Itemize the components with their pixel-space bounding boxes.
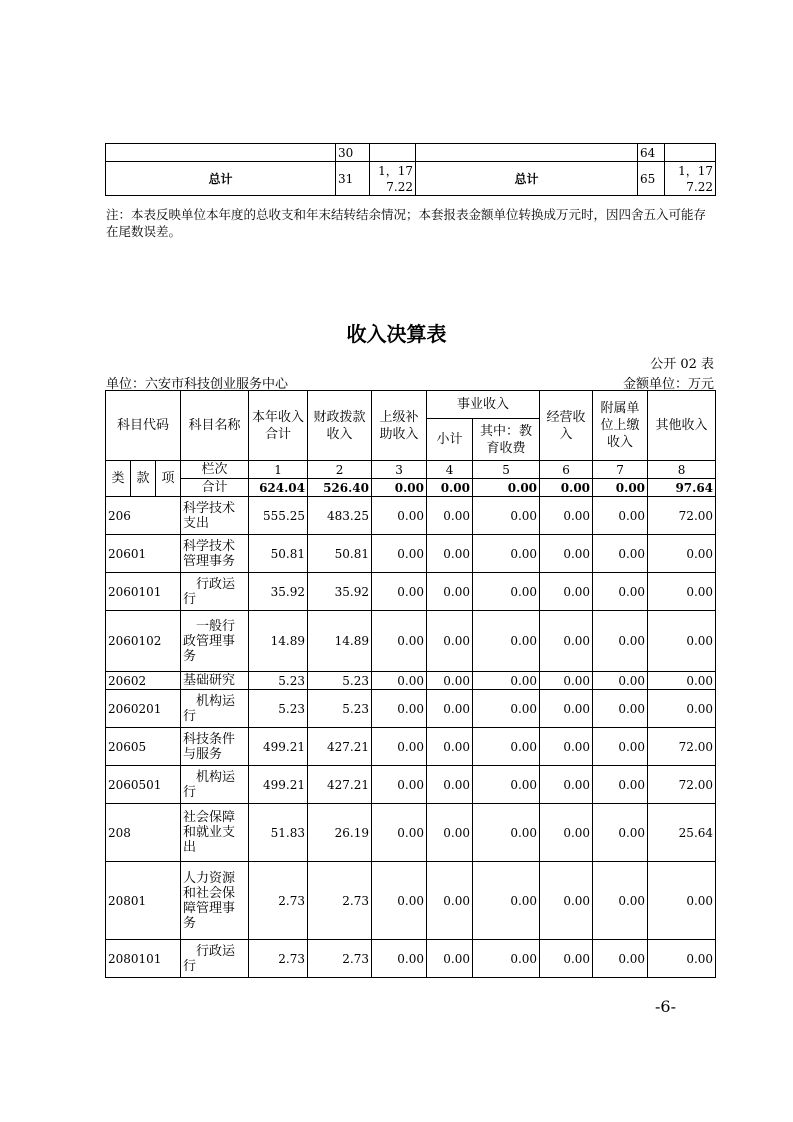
column-number: 6 [540,461,593,479]
table-row [106,940,716,978]
amount-cell: 0.00 [648,672,716,690]
summary-total-label: 总计 [416,162,638,196]
summary-line-number: 64 [638,144,665,162]
amount-cell: 0.00 [427,611,473,672]
table-row [106,611,716,672]
amount-cell: 0.00 [372,766,427,804]
amount-cell: 555.25 [249,497,308,535]
amount-cell: 0.00 [593,535,648,573]
amount-cell: 0.00 [540,672,593,690]
amount-cell: 0.00 [473,497,540,535]
amount-cell: 0.00 [473,690,540,728]
amount-cell: 0.00 [473,862,540,940]
amount-cell: 0.00 [372,573,427,611]
column-number-row [106,461,716,479]
amount-cell: 0.00 [540,766,593,804]
header-upper-subsidy: 上级补助收入 [372,391,427,461]
header-code: 科目代码 [106,391,181,461]
unit-label: 单位：六安市科技创业服务中心 [106,377,289,392]
total-value: 0.00 [473,479,540,497]
amount-cell: 0.00 [473,672,540,690]
table-row [106,728,716,766]
total-row [106,479,716,497]
subject-name: 基础研究 [181,672,249,690]
amount-cell: 0.00 [540,940,593,978]
total-value: 526.40 [308,479,372,497]
amount-cell: 2.73 [249,862,308,940]
amount-cell: 0.00 [427,672,473,690]
header-education-fee: 其中：教育收费 [473,419,540,461]
header-xiang: 项 [156,461,181,497]
amount-cell: 0.00 [427,728,473,766]
amount-cell: 0.00 [427,690,473,728]
amount-cell: 14.89 [308,611,372,672]
subject-name: 科技条件与服务 [181,728,249,766]
subject-code: 20602 [106,672,181,690]
amount-cell: 0.00 [648,535,716,573]
amount-cell: 427.21 [308,728,372,766]
amount-cell: 427.21 [308,766,372,804]
amount-cell: 0.00 [648,690,716,728]
table-note: 注：本表反映单位本年度的总收支和年末结转结余情况；本套报表金额单位转换成万元时，因四舍五入可能存在尾数误差。 [106,207,707,239]
amount-cell: 0.00 [540,573,593,611]
summary-row-30 [106,144,716,162]
amount-cell: 0.00 [372,611,427,672]
summary-total-label: 总计 [106,162,336,196]
amount-cell: 0.00 [593,611,648,672]
summary-line-number: 30 [336,144,370,162]
table-row [106,862,716,940]
amount-cell: 0.00 [427,497,473,535]
amount-cell: 5.23 [308,690,372,728]
summary-total-value: 1，177.22 [665,162,716,196]
amount-cell: 35.92 [308,573,372,611]
summary-label-cell [416,144,638,162]
total-value: 0.00 [593,479,648,497]
amount-cell: 0.00 [540,728,593,766]
header-affiliated: 附属单位上缴收入 [593,391,648,461]
subject-code: 2060201 [106,690,181,728]
table-row [106,804,716,862]
subject-code: 20601 [106,535,181,573]
amount-cell: 0.00 [473,940,540,978]
amount-cell: 0.00 [540,497,593,535]
amount-cell: 0.00 [473,728,540,766]
amount-cell: 72.00 [648,766,716,804]
amount-cell: 483.25 [308,497,372,535]
subject-name: 行政运行 [181,573,249,611]
subject-name: 科学技术管理事务 [181,535,249,573]
summary-value-cell [370,144,416,162]
data-rows [106,497,716,978]
header-kuan: 款 [131,461,156,497]
amount-cell: 2.73 [249,940,308,978]
amount-cell: 5.23 [249,690,308,728]
amount-cell: 0.00 [473,766,540,804]
subject-code: 206 [106,497,181,535]
subject-name: 人力资源和社会保障管理事务 [181,862,249,940]
amount-cell: 0.00 [540,535,593,573]
total-value: 97.64 [648,479,716,497]
summary-line-number: 31 [336,162,370,196]
header-subtotal: 小计 [427,419,473,461]
table-row [106,497,716,535]
subject-code: 20801 [106,862,181,940]
amount-cell: 0.00 [540,690,593,728]
header-other: 其他收入 [648,391,716,461]
amount-cell: 0.00 [372,690,427,728]
amount-cell: 0.00 [427,573,473,611]
header-business-income: 事业收入 [427,391,540,419]
column-number: 7 [593,461,648,479]
amount-cell: 0.00 [427,862,473,940]
amount-cell: 0.00 [593,728,648,766]
subject-name: 社会保障和就业支出 [181,804,249,862]
subject-code: 20605 [106,728,181,766]
amount-cell: 0.00 [593,690,648,728]
table-row [106,690,716,728]
amount-cell: 0.00 [648,862,716,940]
amount-cell: 0.00 [593,940,648,978]
amount-cell: 0.00 [593,766,648,804]
amount-cell: 0.00 [427,766,473,804]
subject-code: 2060501 [106,766,181,804]
amount-cell: 0.00 [540,862,593,940]
amount-cell: 0.00 [372,862,427,940]
amount-cell: 0.00 [372,672,427,690]
summary-row-total [106,162,716,196]
amount-cell: 0.00 [593,804,648,862]
page-title: 收入决算表 [346,322,447,346]
subject-code: 208 [106,804,181,862]
amount-cell: 0.00 [540,611,593,672]
table-row [106,535,716,573]
amount-cell: 0.00 [648,940,716,978]
subject-name: 机构运行 [181,690,249,728]
amount-cell: 50.81 [308,535,372,573]
amount-cell: 0.00 [473,535,540,573]
amount-cell: 499.21 [249,766,308,804]
amount-cell: 0.00 [540,804,593,862]
amount-cell: 26.19 [308,804,372,862]
amount-cell: 25.64 [648,804,716,862]
total-value: 624.04 [249,479,308,497]
amount-cell: 14.89 [249,611,308,672]
amount-cell: 0.00 [473,611,540,672]
amount-cell: 2.73 [308,862,372,940]
amount-cell: 0.00 [427,804,473,862]
subject-name: 一般行政管理事务 [181,611,249,672]
subject-code: 2080101 [106,940,181,978]
table-row [106,766,716,804]
amount-cell: 0.00 [593,672,648,690]
table-row [106,573,716,611]
column-number: 8 [648,461,716,479]
page-number: -6- [655,997,676,1016]
amount-cell: 0.00 [473,573,540,611]
header-name: 科目名称 [181,391,249,461]
header-operating: 经营收入 [540,391,593,461]
money-unit-label: 金额单位：万元 [622,377,714,392]
amount-cell: 72.00 [648,497,716,535]
total-value: 0.00 [540,479,593,497]
amount-cell: 5.23 [249,672,308,690]
column-number: 5 [473,461,540,479]
amount-cell: 0.00 [372,940,427,978]
amount-cell: 0.00 [473,804,540,862]
column-number: 4 [427,461,473,479]
summary-total-value: 1，177.22 [370,162,416,196]
amount-cell: 0.00 [427,535,473,573]
amount-cell: 0.00 [648,573,716,611]
column-number: 3 [372,461,427,479]
amount-cell: 0.00 [593,497,648,535]
header-lei: 类 [106,461,131,497]
amount-cell: 50.81 [249,535,308,573]
amount-cell: 0.00 [372,535,427,573]
amount-cell: 0.00 [593,573,648,611]
header-column-no: 栏次 [181,461,249,479]
amount-cell: 0.00 [372,497,427,535]
header-fiscal: 财政拨款收入 [308,391,372,461]
header-total-income: 本年收入合计 [249,391,308,461]
summary-label-cell [106,144,336,162]
amount-cell: 499.21 [249,728,308,766]
header-row-1 [106,391,716,419]
summary-value-cell [665,144,716,162]
column-number: 2 [308,461,372,479]
amount-cell: 0.00 [372,728,427,766]
subject-code: 2060101 [106,573,181,611]
amount-cell: 0.00 [372,804,427,862]
total-value: 0.00 [372,479,427,497]
amount-cell: 72.00 [648,728,716,766]
summary-table [105,143,716,196]
amount-cell: 35.92 [249,573,308,611]
subject-code: 2060102 [106,611,181,672]
table-row [106,672,716,690]
column-number: 1 [249,461,308,479]
subject-name: 科学技术支出 [181,497,249,535]
subject-name: 行政运行 [181,940,249,978]
form-number: 公开 02 表 [650,357,714,372]
amount-cell: 0.00 [648,611,716,672]
total-label: 合计 [181,479,249,497]
amount-cell: 51.83 [249,804,308,862]
amount-cell: 2.73 [308,940,372,978]
amount-cell: 0.00 [427,940,473,978]
summary-line-number: 65 [638,162,665,196]
income-table [105,390,716,978]
total-value: 0.00 [427,479,473,497]
amount-cell: 5.23 [308,672,372,690]
amount-cell: 0.00 [593,862,648,940]
subject-name: 机构运行 [181,766,249,804]
